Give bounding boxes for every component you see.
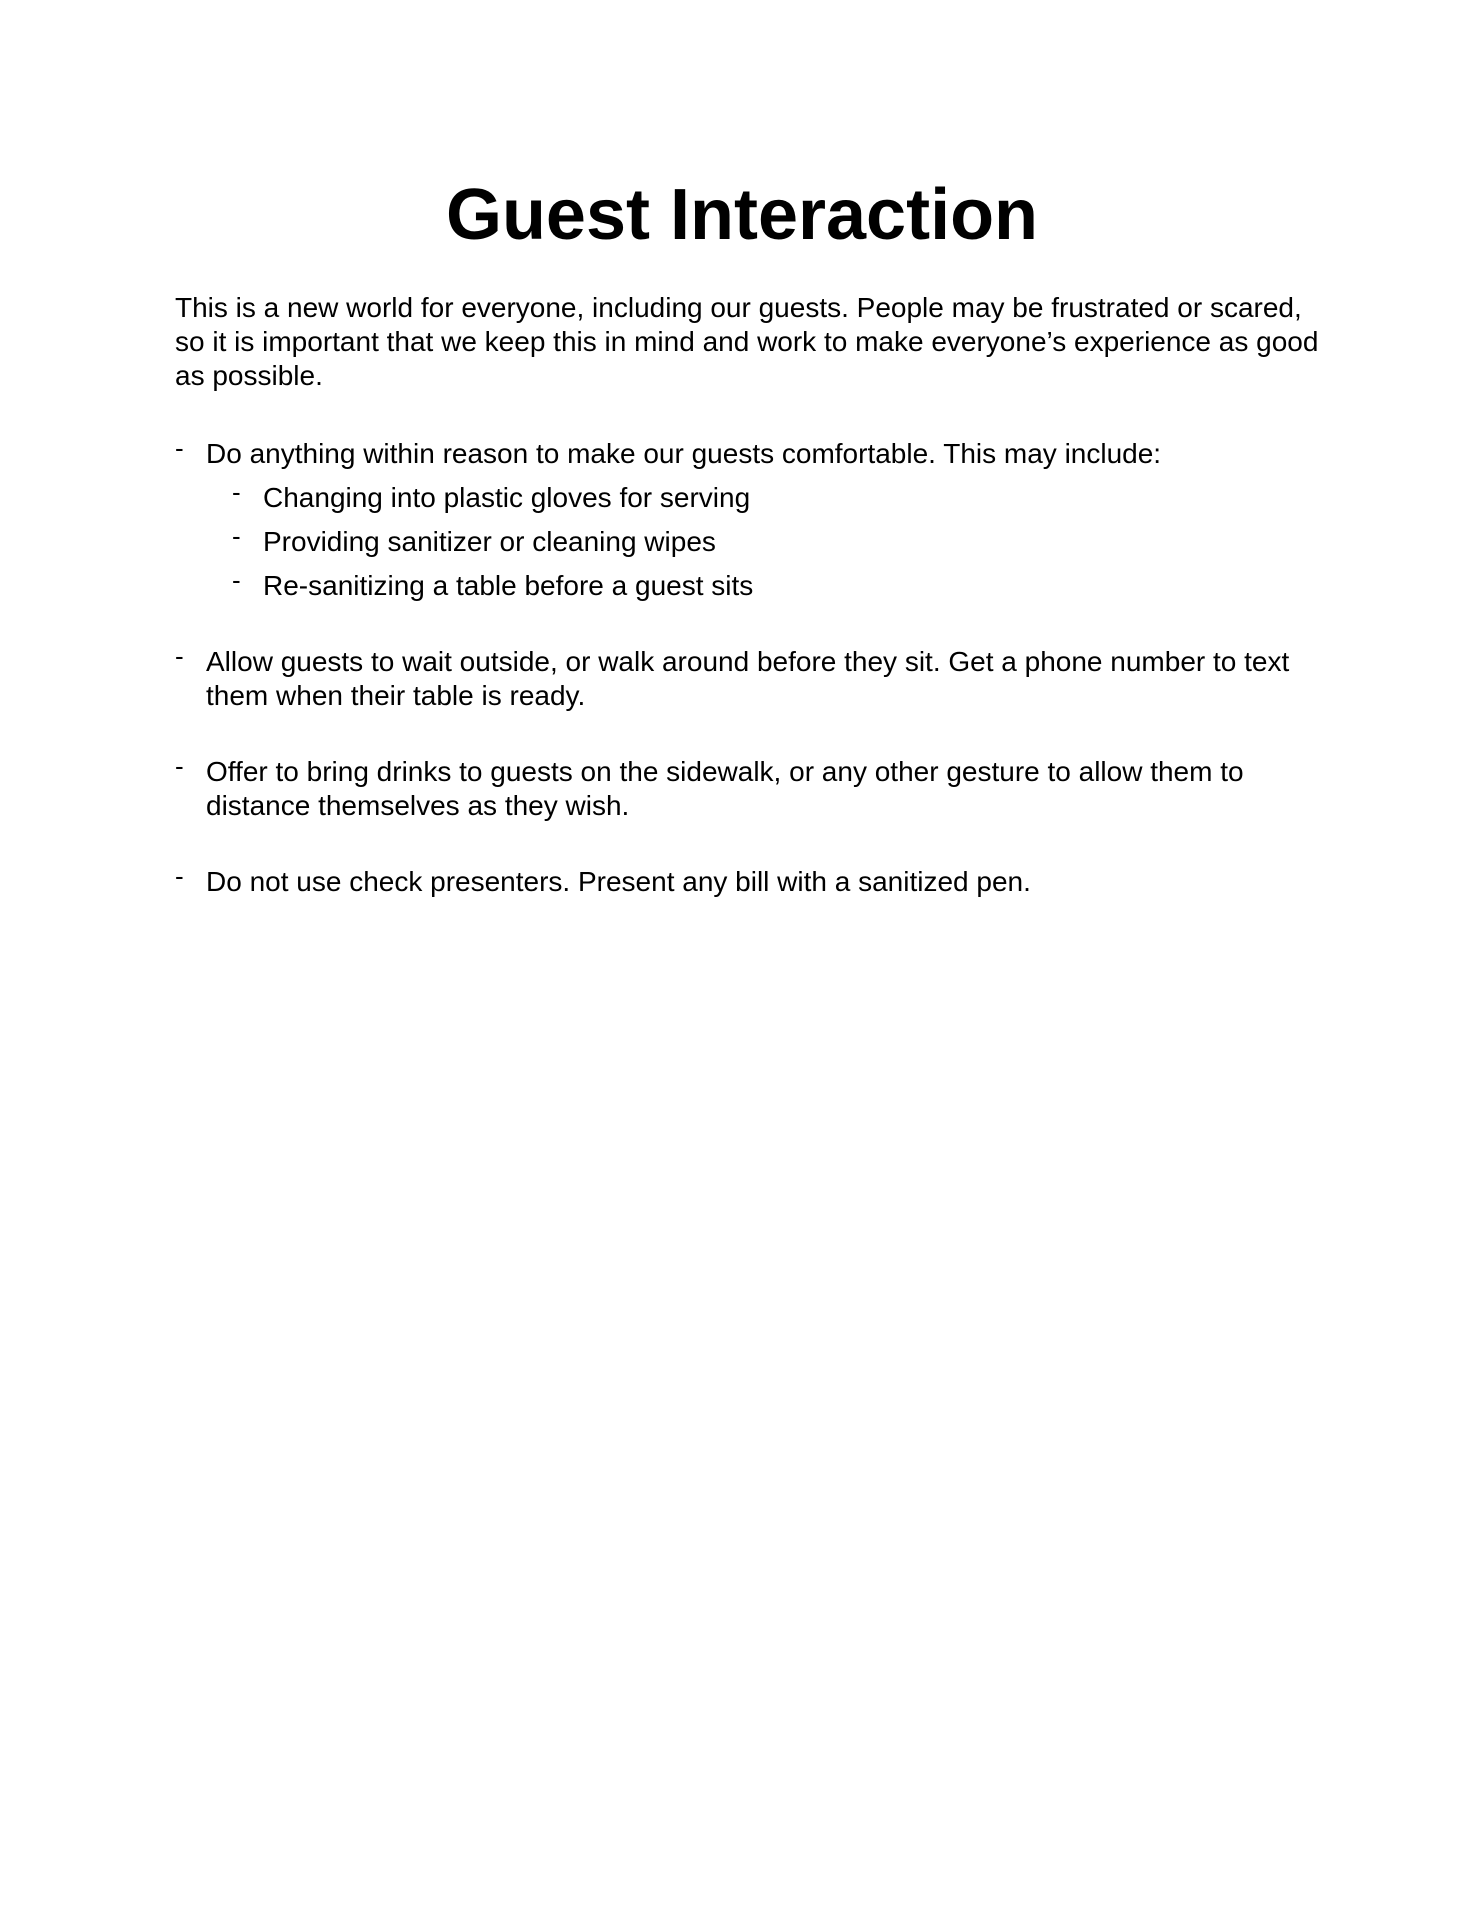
guidelines-list [175, 433, 1325, 941]
sub-list-item-text: Changing into plastic gloves for serving [263, 482, 751, 513]
bullet-dash: - [175, 861, 184, 891]
intro-paragraph: This is a new world for everyone, including our guests. People may be frustrated or scared, so it is important that we keep this in mind and work to make everyone’s experience as good as possible. [175, 292, 1319, 391]
list-item [175, 641, 1325, 713]
bullet-dash: - [175, 433, 184, 463]
page-title: Guest Interaction [445, 175, 1039, 255]
sub-list-item [206, 477, 1325, 515]
list-item [175, 433, 1325, 603]
bullet-dash: - [232, 521, 241, 551]
bullet-dash: - [175, 641, 184, 671]
sub-list-item [206, 521, 1325, 559]
bullet-dash: - [175, 751, 184, 781]
sub-list-item [206, 565, 1325, 603]
list-item-text: Allow guests to wait outside, or walk around before they sit. Get a phone number to text them when their table is ready. [206, 646, 1290, 711]
sub-list-item-text: Re-sanitizing a table before a guest sits [263, 570, 754, 601]
list-item [175, 751, 1325, 823]
bullet-dash: - [232, 477, 241, 507]
list-item [175, 861, 1325, 899]
list-item-text: Do anything within reason to make our guests comfortable. This may include: [206, 438, 1162, 469]
list-item-text: Do not use check presenters. Present any bill with a sanitized pen. [206, 866, 1031, 897]
bullet-dash: - [232, 565, 241, 595]
list-item-text: Offer to bring drinks to guests on the sidewalk, or any other gesture to allow them to distance themselves as they wish. [206, 756, 1244, 821]
sub-list [206, 477, 1325, 603]
sub-list-item-text: Providing sanitizer or cleaning wipes [263, 526, 716, 557]
